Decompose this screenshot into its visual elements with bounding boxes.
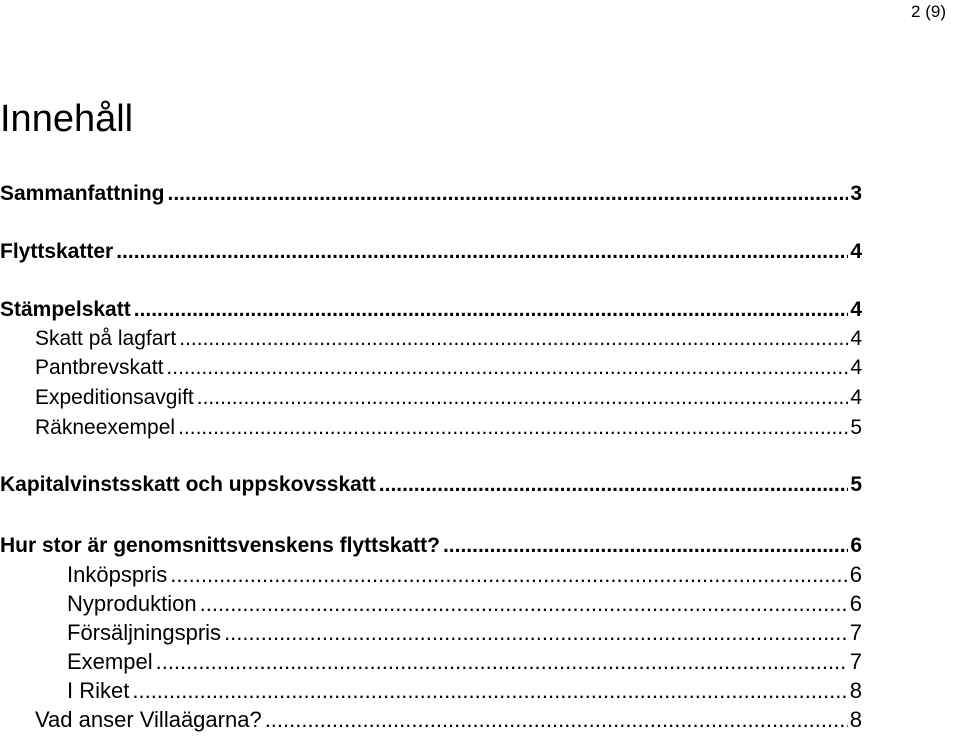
toc-leader-dots xyxy=(379,471,848,499)
toc-entry-page: 5 xyxy=(850,473,862,496)
toc-entry-title: Kapitalvinstsskatt och uppskovsskatt xyxy=(0,473,376,496)
toc-entry-page: 8 xyxy=(849,707,862,732)
toc-entry-title: Exempel xyxy=(67,649,153,674)
toc-entry-vad-anser-villaagarna[interactable] xyxy=(35,706,862,734)
toc-leader-dots xyxy=(178,414,848,442)
toc-entry-title: Sammanfattning xyxy=(0,182,165,205)
toc-entry-title: Stämpelskatt xyxy=(0,298,131,321)
toc-entry-title: Hur stor är genomsnittsvenskens flyttskatt? xyxy=(0,534,440,557)
toc-entry-i-riket[interactable] xyxy=(67,677,862,705)
page-number: 2 (9) xyxy=(911,2,946,21)
toc-entry-page: 7 xyxy=(849,620,862,645)
toc-entry-stampelskatt[interactable] xyxy=(0,296,862,324)
toc-entry-rakneexempel[interactable] xyxy=(35,414,862,442)
toc-leader-dots xyxy=(200,590,848,618)
toc-entry-title: I Riket xyxy=(67,678,130,703)
toc-leader-dots xyxy=(179,325,848,353)
toc-leader-dots xyxy=(166,354,848,382)
toc-entry-page: 3 xyxy=(850,182,862,205)
page-title: Innehåll xyxy=(0,98,134,140)
toc-entry-title: Pantbrevskatt xyxy=(35,356,164,379)
toc-leader-dots xyxy=(443,532,848,560)
toc-entry-forsaljningspris[interactable] xyxy=(67,619,862,647)
toc-entry-exempel[interactable] xyxy=(67,648,862,676)
toc-entry-kapitalvinstsskatt[interactable] xyxy=(0,471,862,499)
toc-entry-title: Nyproduktion xyxy=(67,591,197,616)
toc-leader-dots xyxy=(197,384,848,412)
toc-leader-dots xyxy=(224,619,848,647)
toc-entry-title: Flyttskatter xyxy=(0,240,114,263)
toc-entry-title: Räkneexempel xyxy=(35,416,176,439)
toc-entry-title: Inköpspris xyxy=(67,562,168,587)
toc-entry-page: 5 xyxy=(850,416,862,439)
toc-entry-genomsnittsvensken[interactable] xyxy=(0,532,862,560)
toc-leader-dots xyxy=(116,238,848,266)
toc-entry-page: 6 xyxy=(850,534,862,557)
toc-entry-sammanfattning[interactable] xyxy=(0,180,862,208)
toc-entry-page: 4 xyxy=(850,327,862,350)
toc-entry-pantbrevskatt[interactable] xyxy=(35,354,862,382)
toc-entry-page: 6 xyxy=(849,562,862,587)
toc-leader-dots xyxy=(156,648,848,676)
toc-entry-page: 7 xyxy=(849,649,862,674)
toc-entry-inkopspris[interactable] xyxy=(67,561,862,589)
toc-entry-title: Försäljningspris xyxy=(67,620,222,645)
toc-leader-dots xyxy=(134,296,848,324)
toc-entry-page: 8 xyxy=(849,678,862,703)
toc-entry-page: 4 xyxy=(850,356,862,379)
toc-entry-title: Vad anser Villaägarna? xyxy=(35,707,262,732)
toc-entry-page: 4 xyxy=(850,240,862,263)
toc-entry-page: 4 xyxy=(850,386,862,409)
toc-entry-expeditionsavgift[interactable] xyxy=(35,384,862,412)
toc-leader-dots xyxy=(132,677,847,705)
toc-entry-page: 4 xyxy=(850,298,862,321)
toc-leader-dots xyxy=(170,561,847,589)
toc-entry-skatt-pa-lagfart[interactable] xyxy=(35,325,862,353)
toc-entry-title: Skatt på lagfart xyxy=(35,327,177,350)
toc-entry-title: Expeditionsavgift xyxy=(35,386,194,409)
toc-entry-nyproduktion[interactable] xyxy=(67,590,862,618)
toc-entry-page: 6 xyxy=(849,591,862,616)
toc-entry-flyttskatter[interactable] xyxy=(0,238,862,266)
toc-leader-dots xyxy=(265,706,848,734)
toc-leader-dots xyxy=(168,180,848,208)
